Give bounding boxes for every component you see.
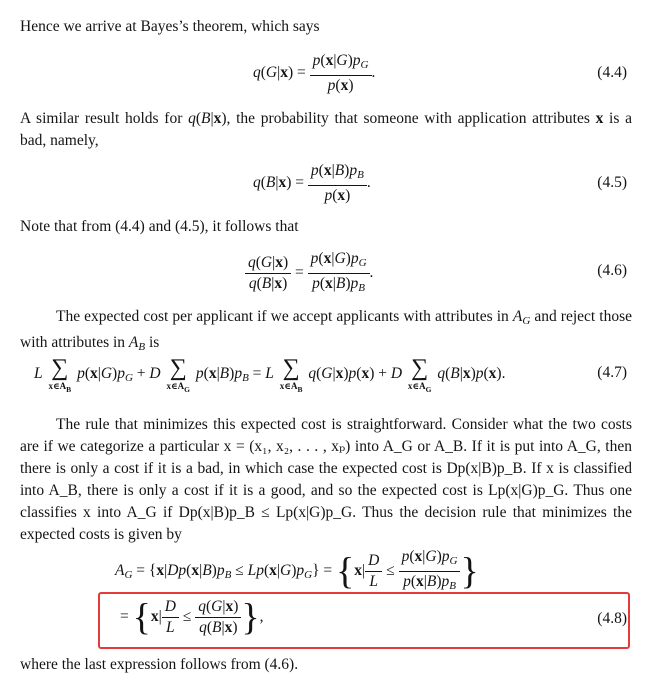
paragraph-expected-cost: The expected cost per applicant if we accept applicants with attributes in $A_G$ and reject those with attributes in $A_B$ is — [20, 308, 632, 353]
equation-4-8-line-2-body: = {x| $\frac{D}{L}$ ≤ $\frac{q(G|x)}{q(B|x)}$ }, — [120, 596, 264, 639]
equation-number-4-8: (4.8) — [597, 610, 627, 627]
paragraph-bayes-intro: Hence we arrive at Bayes’s theorem, which says — [20, 18, 320, 35]
equation-number-4-4: (4.4) — [597, 64, 627, 81]
paragraph-decision-rule: The rule that minimizes this expected cost is straightforward. Consider what the two costs are if we categorize a particular x = (x₁, x₂, . . . , xₚ) into A_G or A_B. If it is put into A_G, then there is only a cost if it is a bad, in which case the expected cost is Dp(x|B)p_B. If x is classified into A_B, there is only a cost if it is a good, and so the expected cost is Lp(x|G)p_G. Thus one classifies x into A_G if Dp(x|B)p_B ≤ Lp(x|G)p_G. Thus the decision rule that minimizes the expected costs is given by — [20, 416, 632, 543]
paragraph-note: Note that from (4.4) and (4.5), it follows that — [20, 218, 299, 235]
equation-4-6 — [0, 250, 649, 294]
equation-number-4-7: (4.7) — [597, 364, 627, 381]
equation-number-4-6: (4.6) — [597, 262, 627, 279]
equation-4-7-body: L ∑ $x\in A_B$ $p(x|G)p_G + D$ ∑ $x\in A_G$ $p(x|B)p_B = L$ ∑ $x\in A_B$ q(G|x)p(x) + D ∑ $x\in A_G$ q(B|x)p(x). — [34, 355, 506, 394]
equation-4-6-body: $\frac{q(G|x)}{q(B|x)}$ = $\frac{p(x|G)p_G}{p(x|B)p_B}$ . — [245, 250, 373, 297]
equation-4-7 — [0, 354, 649, 402]
equation-4-4 — [0, 52, 649, 96]
equation-4-5 — [0, 162, 649, 206]
equation-4-4-body: q(G|x) = $\frac{p(x|G)p_G}{p(x)}$ . — [253, 52, 376, 94]
paragraph-similar-result: A similar result holds for q(B|x), the probability that someone with application attributes x is a bad, namely, — [20, 110, 632, 149]
equation-4-5-body: q(B|x) = $\frac{p(x|B)p_B}{p(x)}$ . — [253, 162, 371, 204]
paragraph-conclusion: where the last expression follows from (4.6). — [20, 656, 299, 673]
equation-4-8-line-1 — [0, 548, 649, 594]
equation-4-8-line-1-body: $A_G = \{x|Dp(x|B)p_B \le Lp(x|G)p_G\} = \{x|$ $\frac{D}{L}$ ≤ $\frac{p(x|G)p_G}{p(x|B)p_B}$ } — [115, 548, 479, 593]
highlight-box — [98, 592, 630, 649]
equation-number-4-5: (4.5) — [597, 174, 627, 191]
